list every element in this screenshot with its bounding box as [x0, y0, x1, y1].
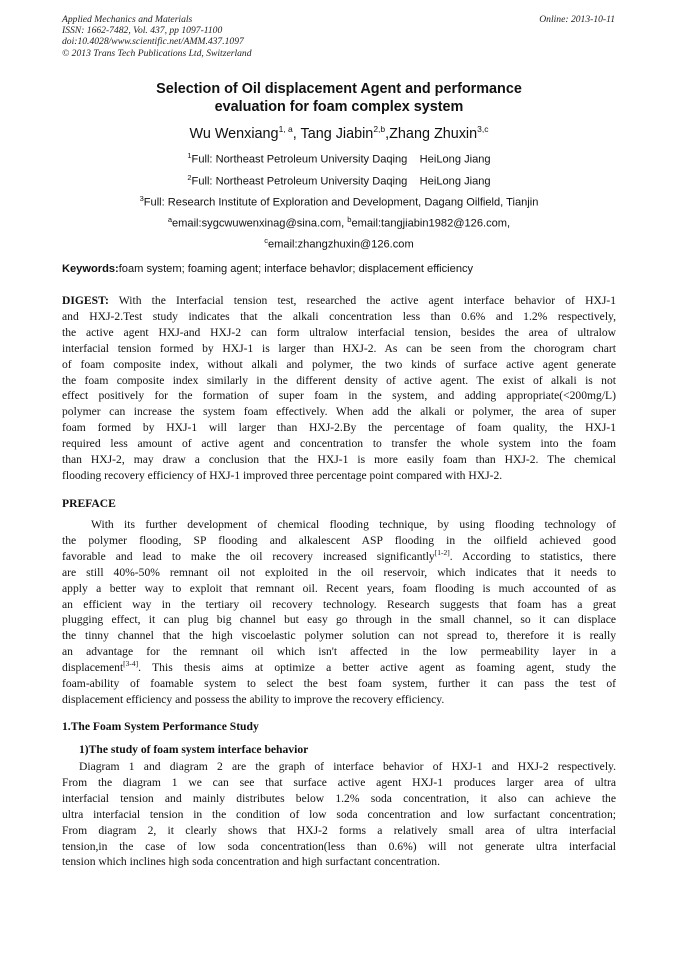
digest-line: than HXJ-2, may draw a conclusion that the HXJ-1 is more easily foam than HXJ-2. The chemical [62, 453, 616, 467]
preface-text: . According to statistics, there [449, 549, 616, 563]
issn-line: ISSN: 1662-7482, Vol. 437, pp 1097-1100 [62, 25, 223, 37]
email-mark: b [347, 215, 352, 224]
doi-line: doi:10.4028/www.scientific.net/AMM.437.1097 [62, 36, 244, 48]
email-b: email:tangjiabin1982@126.com, [351, 217, 511, 230]
preface-line [62, 660, 616, 676]
subsection-heading: 1)The study of foam system interface behavior [79, 743, 309, 756]
copyright-line: © 2013 Trans Tech Publications Ltd, Switzerland [62, 47, 252, 59]
digest-line: and HXJ-2.Test study indicates that the alkali concentration less than 0.6% and 1.2% respectively, [62, 309, 616, 323]
section-line: From diagram 2, it clearly shows that HXJ-2 forms a relatively small area of ultra interfacial [62, 823, 616, 837]
digest-line: polymer can increase the system foam effectively. When add the alkali or polymer, the area of super [62, 405, 616, 419]
preface-line: the tinny channel that the high viscoelastic polymer solution can not spread to, therefore it is really [62, 629, 616, 643]
section-line: interfacial tension and mainly distributes below 1.2% soda concentration, it also can achieve the [62, 791, 616, 805]
keywords-text: foam system; foaming agent; interface behavlor; displacement efficiency [118, 263, 474, 275]
author-list: Wu Wenxiang$^{1, a}$, Tang Jiabin$^{2,b}$,Zhang Zhuxin$^{3,c}$ [189, 124, 489, 142]
email-a: email:sygcwuwenxinag@sina.com, [172, 217, 348, 230]
preface-line [62, 549, 616, 565]
email-line-2 [40, 236, 638, 251]
journal-name: Applied Mechanics and Materials [62, 14, 193, 25]
digest-line: the foam composite index similarly in the different density of active agent. The exist of alkali is not [62, 373, 616, 387]
digest-line: required less amount of active agent and concentration to transfer the whole system into the foam [62, 437, 616, 451]
author-name: Zhang Zhuxin [389, 125, 478, 142]
preface-text: . This thesis aims at optimize a better active agent as foaming agent, study the [138, 661, 616, 675]
section-line: ultra interfacial tension in the condition of low soda concentration and low surfactant concentration; [62, 807, 616, 821]
preface-line: displacement efficiency and possess the ability to improve the recovery efficiency. [62, 692, 445, 706]
digest-line [62, 293, 616, 309]
email-mark: c [264, 236, 269, 245]
journal-header [62, 14, 252, 59]
section-1-paragraph [62, 759, 616, 870]
digest-label: DIGEST: [62, 294, 109, 307]
preface-heading: PREFACE [62, 497, 116, 510]
digest-text: With the Interfacial tension test, researched the active agent interface behavior of HXJ-1 [108, 294, 616, 307]
section-line: Diagram 1 and diagram 2 are the graph of interface behavior of HXJ-1 and HXJ-2 respectively. [79, 760, 616, 773]
affiliation-text: Full: Research Institute of Exploration and Development, Dagang Oilfield, Tianjin [143, 196, 539, 209]
preface-line: foam-ability of foamable system to select the best foam system, further it can pass the test of [62, 677, 616, 691]
digest-line: flooding recovery efficiency of HXJ-1 improved three percentage point compared with HXJ-2. [62, 468, 503, 482]
section-1-heading: 1.The Foam System Performance Study [62, 720, 259, 733]
preface-line: the polymer flooding, SP flooding and alkalescent ASP flooding in the oilfield achieved good [62, 533, 616, 547]
title-line-2: evaluation for foam complex system [214, 99, 464, 115]
email-mark: a [167, 215, 173, 224]
affiliation-mark: 2 [187, 173, 192, 182]
section-line: From the diagram 1 we can see that surface active agent HXJ-1 produces larger area of ultra [62, 775, 616, 789]
email-c: email:zhangzhuxin@126.com [268, 238, 414, 251]
author-affil-mark: 1, a [278, 124, 293, 134]
paper-title [62, 80, 616, 116]
section-line: tension,in the case of low soda concentration(less than 0.6%) will not generate ultra interfacial [62, 839, 616, 853]
author-name: Tang Jiabin [300, 125, 374, 142]
online-date: Online: 2013-10-11 [539, 14, 615, 25]
affiliation-3 [40, 194, 638, 209]
digest-line: foam formed by HXJ-1 will larger than HXJ-2.By the percentage of foam quality, the HXJ-1 [62, 421, 616, 435]
keywords [62, 263, 622, 275]
preface-line: an efficient way in the tertiary oil recovery technology. Research suggests that foam has a great [62, 597, 616, 611]
digest-line: the active agent HXJ-and HXJ-2 can form ultralow interfacial tension, besides the area of ultralow [62, 325, 616, 339]
preface-text: displacement [62, 661, 124, 675]
preface-paragraph [62, 517, 616, 708]
digest-line: of foam composite index, without alkali and polymer, the two kinds of surface active agent generate [62, 357, 616, 371]
affiliation-text: Full: Northeast Petroleum University Daqing HeiLong Jiang [191, 153, 491, 166]
digest-line: effect positively for the formation of super foam in the system, and adding appropriate(<200mg/L) [62, 389, 616, 403]
author-name: Wu Wenxiang [189, 125, 279, 142]
preface-line: an advantage for the remnant oil which isn't affected in the low permeability layer in a [62, 645, 616, 659]
digest-line: interfacial tension formed by HXJ-1 is larger than HXJ-2. As can be seen from the chorogram chart [62, 341, 616, 355]
author-affil-mark: 2,b [373, 124, 386, 134]
author-affil-mark: 3,c [477, 124, 489, 134]
email-line-1 [40, 215, 638, 230]
affiliation-text: Full: Northeast Petroleum University Daqing HeiLong Jiang [191, 175, 491, 188]
citation-mark: [3-4] [123, 660, 139, 669]
title-line-1: Selection of Oil displacement Agent and performance [156, 81, 522, 97]
citation-mark: [1-2] [434, 548, 450, 557]
preface-line: apply a better way to exploit that remnant oil. Recent years, foam flooding is much accounted of as [62, 581, 616, 595]
affiliation-2 [40, 173, 638, 188]
affiliation-mark: 3 [139, 194, 144, 203]
preface-text: favorable and lead to make the oil recovery increased significantly [62, 549, 435, 563]
preface-line: plugging effect, it can plug big channel but easy go through in the small channel, so it can displace [62, 613, 616, 627]
preface-line: With its further development of chemical flooding technique, by using flooding technology of [91, 518, 616, 531]
digest-paragraph [62, 293, 616, 484]
affiliation-mark: 1 [187, 151, 192, 160]
keywords-label: Keywords: [62, 263, 119, 275]
preface-line: are still 40%-50% remnant oil not exploited in the oil reservoir, which indicates that it needs to [62, 565, 616, 579]
affiliation-1 [40, 151, 638, 166]
section-line: tension which inclines high soda concentration and high surfactant concentration. [62, 855, 440, 869]
